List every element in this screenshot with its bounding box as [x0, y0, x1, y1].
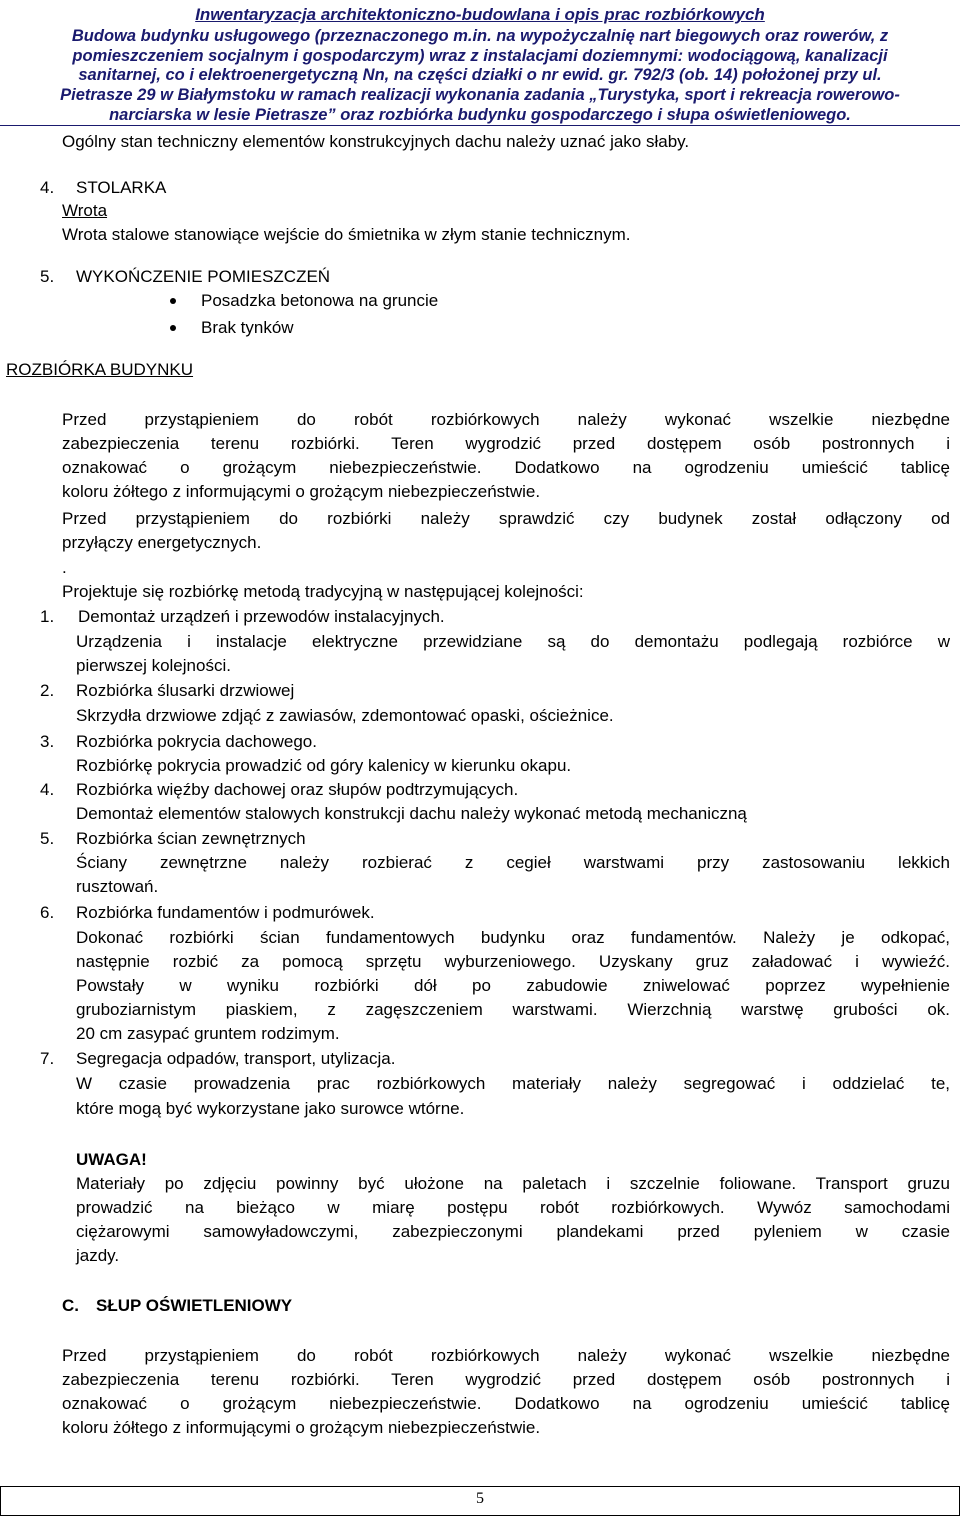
subsection-title-wrota: Wrota	[62, 201, 108, 220]
paragraph-line: koloru żółtego z informującymi o grożącym niebezpieczeństwie.	[62, 482, 541, 501]
step-number: 2.	[40, 681, 55, 700]
paragraph-line: zabezpieczenia terenu rozbiórki. Teren wygrodzić przed dostępem osób postronnych i	[62, 1370, 950, 1389]
step-title: Demontaż urządzeń i przewodów instalacyjnych.	[78, 607, 445, 626]
step-text: Skrzydła drzwiowe zdjąć z zawiasów, zdemontować opaski, ościeżnice.	[76, 706, 614, 725]
paragraph-line: koloru żółtego z informującymi o grożącym niebezpieczeństwie.	[62, 1418, 541, 1437]
section-title-slup: SŁUP OŚWIETLENIOWY	[96, 1296, 293, 1315]
step-number: 1.	[40, 607, 55, 626]
document-header-line: sanitarnej, co i elektroenergetyczną Nn, na części działki o nr ewid. gr. 792/3 (ob. 14) położonej przy ul.	[78, 66, 882, 84]
step-title: Rozbiórka fundamentów i podmurówek.	[76, 903, 375, 922]
step-title: Rozbiórka pokrycia dachowego.	[76, 732, 317, 751]
step-text: następnie rozbić za pomocą sprzętu wyburzeniowego. Uzyskany gruz załadować i wywieźć.	[76, 952, 950, 971]
step-text: rusztowań.	[76, 877, 159, 896]
step-title: Rozbiórka ścian zewnętrznych	[76, 829, 306, 848]
step-title: Rozbiórka więźby dachowej oraz słupów podtrzymujących.	[76, 780, 519, 799]
step-text: Ściany zewnętrzne należy rozbierać z cegieł warstwami przy zastosowaniu lekkich	[76, 853, 950, 872]
list-item: Posadzka betonowa na gruncie	[201, 291, 439, 310]
warning-text: Materiały po zdjęciu powinny być ułożone na paletach i szczelnie foliowane. Transport gruzu	[76, 1174, 950, 1193]
bullet-icon	[170, 325, 176, 331]
step-number: 7.	[40, 1049, 55, 1068]
page-number: 5	[476, 1490, 484, 1507]
step-title: Segregacja odpadów, transport, utylizacja.	[76, 1049, 396, 1068]
document-header-line: Pietrasze 29 w Białymstoku w ramach realizacji wykonania zadania „Turystyka, sport i rekreacja rowerowo-	[60, 86, 900, 104]
section-title-wykonczenie: WYKOŃCZENIE POMIESZCZEŃ	[76, 267, 331, 286]
order-intro: Projektuje się rozbiórkę metodą tradycyjną w następującej kolejności:	[62, 582, 584, 601]
step-text: Demontaż elementów stalowych konstrukcji dachu należy wykonać metodą mechaniczną	[76, 804, 747, 823]
step-text: pierwszej kolejności.	[76, 656, 231, 675]
section-number: 4.	[40, 178, 55, 197]
warning-text: jazdy.	[76, 1246, 120, 1265]
section-heading-rozbiorka: ROZBIÓRKA BUDYNKU	[6, 360, 194, 379]
section-number: 5.	[40, 267, 55, 286]
step-text: W czasie prowadzenia prac rozbiórkowych materiały należy segregować i oddzielać te,	[76, 1074, 950, 1093]
stray-dot: .	[62, 558, 67, 577]
step-text: które mogą być wykorzystane jako surowce wtórne.	[76, 1099, 465, 1118]
section-title-stolarka: STOLARKA	[76, 178, 167, 197]
step-title: Rozbiórka ślusarki drzwiowej	[76, 681, 295, 700]
step-number: 3.	[40, 732, 55, 751]
header-divider	[0, 125, 960, 126]
document-header-title: Inwentaryzacja architektoniczno-budowlana i opis prac rozbiórkowych	[195, 5, 765, 24]
section-number: C.	[62, 1296, 79, 1315]
document-header-line: pomieszczeniem socjalnym i gospodarczym) wraz z instalacjami doziemnymi: wodociągową, kanalizacji	[72, 47, 888, 65]
step-number: 4.	[40, 780, 55, 799]
paragraph-line: Przed przystąpieniem do robót rozbiórkowych należy wykonać wszelkie niezbędne	[62, 410, 950, 429]
list-item: Brak tynków	[201, 318, 294, 337]
paragraph-line: przyłączy energetycznych.	[62, 533, 262, 552]
paragraph-line: oznakować o grożącym niebezpieczeństwie. Dodatkowo na ogrodzeniu umieścić tablicę	[62, 1394, 950, 1413]
step-number: 6.	[40, 903, 55, 922]
intro-text: Ogólny stan techniczny elementów konstrukcyjnych dachu należy uznać jako słaby.	[62, 132, 690, 151]
warning-text: ciężarowymi samowyładowczymi, zabezpieczonymi plandekami przed pyleniem w czasie	[76, 1222, 950, 1241]
step-text: Powstały w wyniku rozbiórki dół po zabudowie zniwelować poprzez wypełnienie	[76, 976, 950, 995]
step-text: Rozbiórkę pokrycia prowadzić od góry kalenicy w kierunku okapu.	[76, 756, 572, 775]
warning-title: UWAGA!	[76, 1150, 147, 1169]
stolarka-text: Wrota stalowe stanowiące wejście do śmietnika w złym stanie technicznym.	[62, 225, 631, 244]
paragraph-line: oznakować o grożącym niebezpieczeństwie. Dodatkowo na ogrodzeniu umieścić tablicę	[62, 458, 950, 477]
step-number: 5.	[40, 829, 55, 848]
bullet-icon	[170, 298, 176, 304]
document-header-line: narciarska w lesie Pietrasze” oraz rozbiórka budynku gospodarczego i słupa oświetleniowego.	[109, 106, 851, 124]
document-header-line: Budowa budynku usługowego (przeznaczonego m.in. na wypożyczalnię nart biegowych oraz rowerów, z	[71, 27, 889, 45]
warning-text: prowadzić na bieżąco w miarę postępu robót rozbiórkowych. Wywóz samochodami	[76, 1198, 950, 1217]
step-text: 20 cm zasypać gruntem rodzimym.	[76, 1024, 340, 1043]
step-text: Urządzenia i instalacje elektryczne przewidziane są do demontażu podlegają rozbiórce w	[76, 632, 950, 651]
paragraph-line: zabezpieczenia terenu rozbiórki. Teren wygrodzić przed dostępem osób postronnych i	[62, 434, 950, 453]
step-text: Dokonać rozbiórki ścian fundamentowych budynku oraz fundamentów. Należy je odkopać,	[76, 928, 950, 947]
paragraph-line: Przed przystąpieniem do rozbiórki należy sprawdzić czy budynek został odłączony od	[62, 509, 950, 528]
paragraph-line: Przed przystąpieniem do robót rozbiórkowych należy wykonać wszelkie niezbędne	[62, 1346, 950, 1365]
step-text: gruboziarnistym piaskiem, z zagęszczeniem warstwami. Wierzchnią warstwę grubości ok.	[76, 1000, 950, 1019]
